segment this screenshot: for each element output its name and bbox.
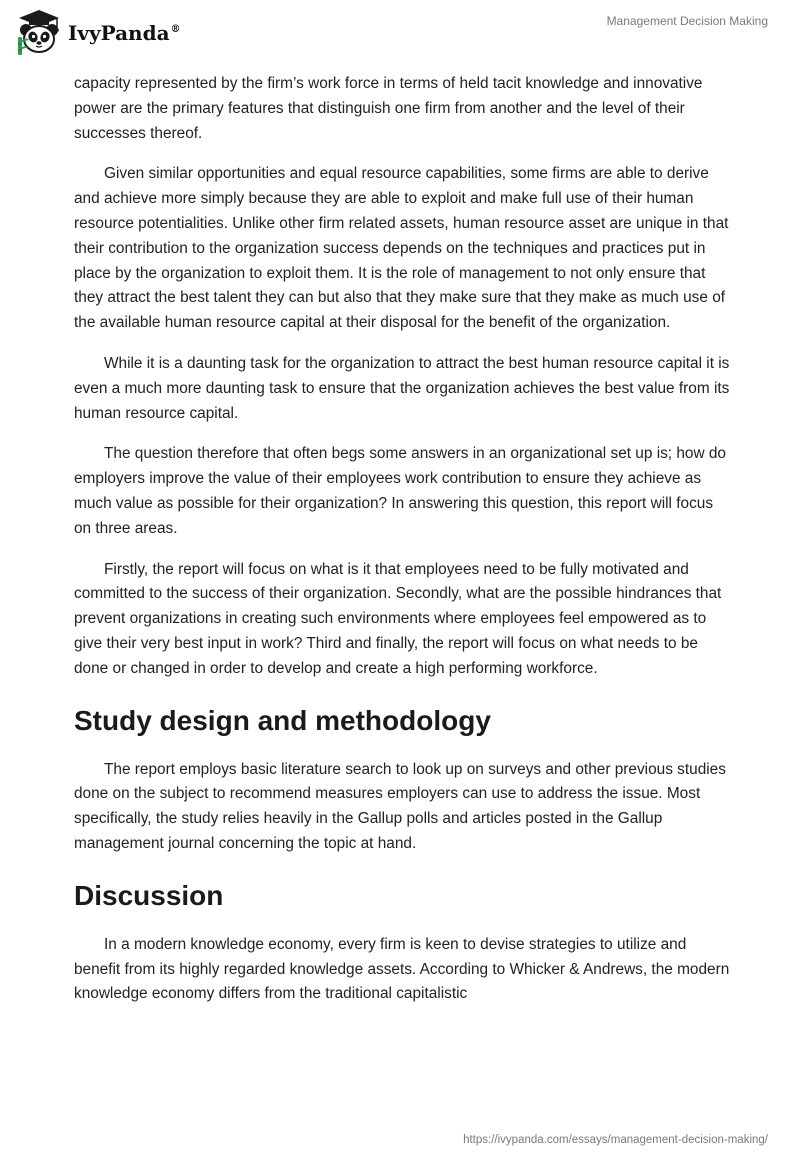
paragraph: Firstly, the report will focus on what is it that employees need to be fully motivated and committed to the success of their organization. Secondly, what are the possible hindrances that prevent organizations in creating such environments where employees feel empowered as to give their very best input in work? Third and finally, the report will focus on what needs to be done or changed in order to develop and create a high performing workforce.: [74, 560, 722, 677]
footer-url: https://ivypanda.com/essays/management-decision-making/: [463, 1134, 768, 1146]
site-logo[interactable]: [14, 7, 181, 57]
panda-graduate-icon: [14, 7, 64, 57]
paragraph: The question therefore that often begs some answers in an organizational set up is; how do employers improve the value of their employees work contribution to ensure they achieve as much value as possible for their organization? In answering this question, this report will focus on three areas.: [74, 445, 726, 537]
page-header: [0, 0, 800, 70]
paragraph: capacity represented by the firm’s work force in terms of held tacit knowledge and innovative power are the primary features that distinguish one firm from another and the level of their successes thereof.: [74, 75, 703, 142]
paragraph: In a modern knowledge economy, every firm is keen to devise strategies to utilize and benefit from its highly regarded knowledge assets. According to Whicker & Andrews, the modern knowledge economy differs from the traditional capitalistic: [74, 935, 730, 1003]
section-heading-study-design: Study design and methodology: [74, 704, 491, 736]
logo-text: IvyPanda®: [68, 21, 181, 45]
essay-content: [74, 72, 734, 1023]
document-title: Management Decision Making: [606, 14, 768, 28]
paragraph: While it is a daunting task for the organization to attract the best human resource capital it is even a much more daunting task to ensure that the organization achieves the best value from its human resource capital.: [74, 354, 730, 422]
section-heading-discussion: Discussion: [74, 879, 224, 911]
paragraph: The report employs basic literature search to look up on surveys and other previous studies done on the subject to recommend measures employers can use to address the issue. Most specifically, the study relies heavily in the Gallup polls and articles posted in the Gallup management journal concerning the topic at hand.: [74, 760, 726, 852]
paragraph: Given similar opportunities and equal resource capabilities, some firms are able to derive and achieve more simply because they are able to exploit and make full use of their human resource potentialities. Unlike other firm related assets, human resource asset are unique in that their contribution to the organization success depends on the techniques and practices put in place by the organization to exploit them. It is the role of management to not only ensure that they attract the best talent they can but also that they make sure that they make as much use of the available human resource capital at their disposal for the benefit of the organization.: [74, 165, 729, 332]
